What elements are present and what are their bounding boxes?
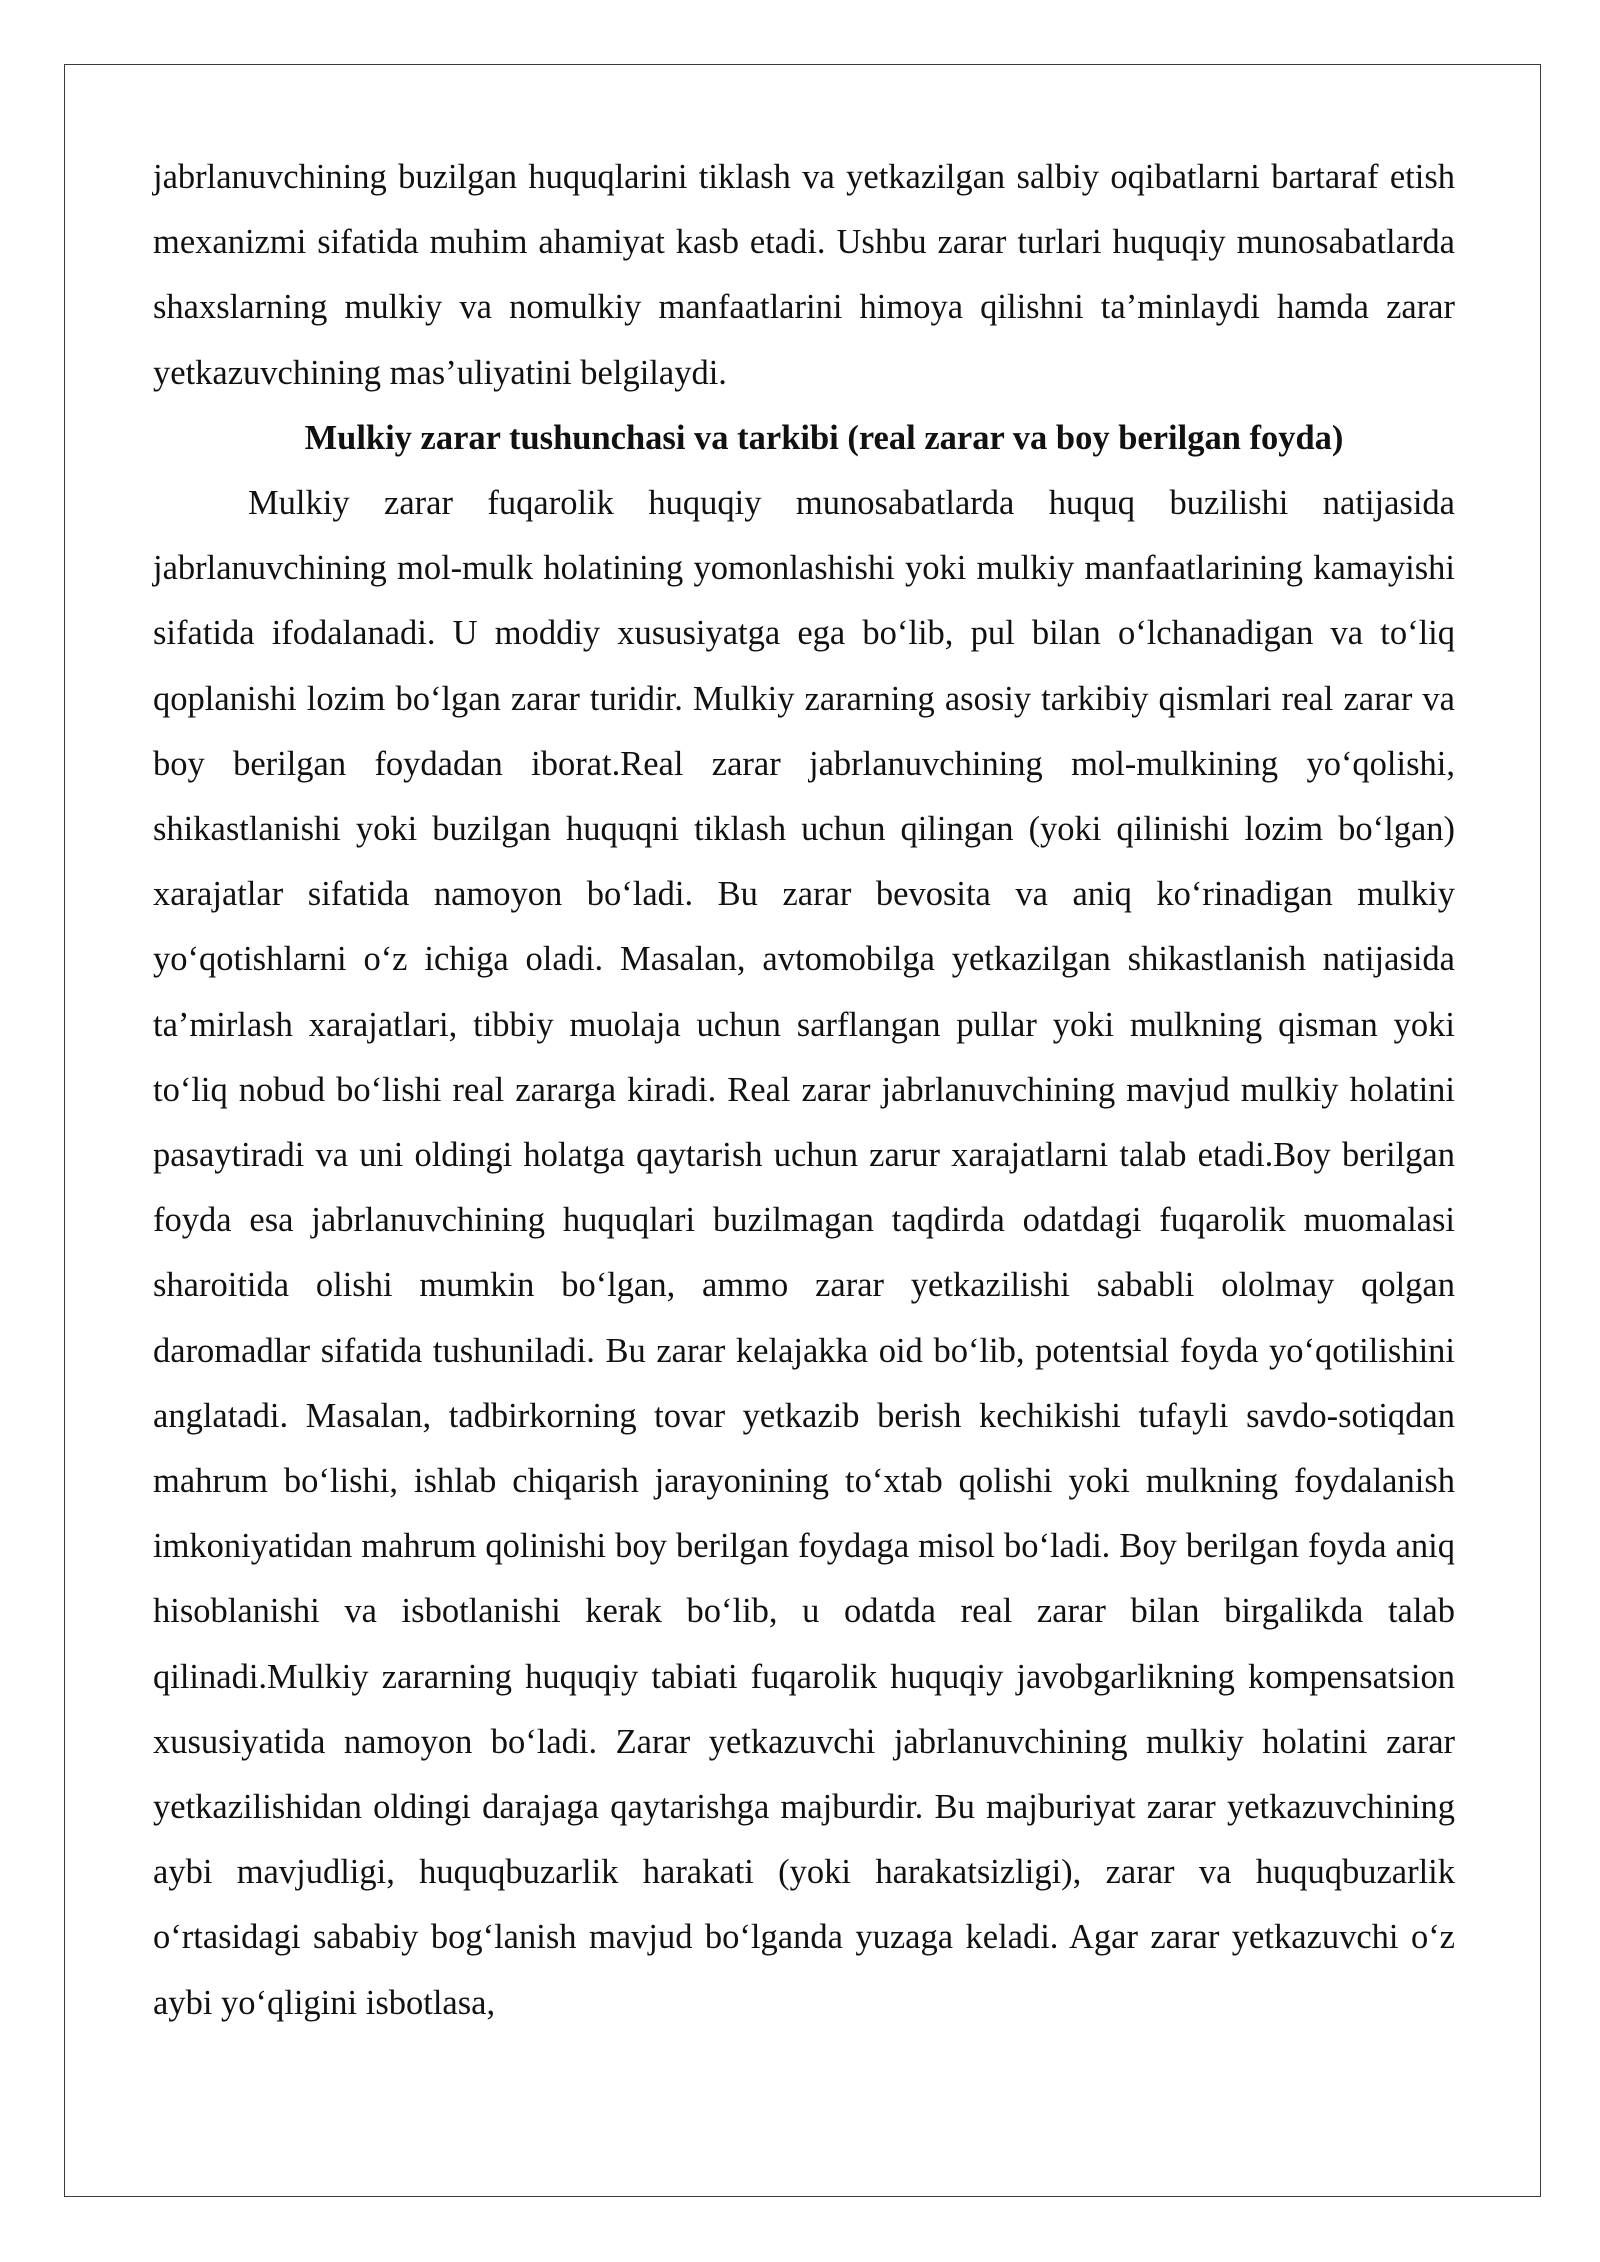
document-body: [153, 145, 1455, 2036]
section-heading: Mulkiy zarar tushunchasi va tarkibi (real zarar va boy berilgan foyda): [304, 418, 1344, 457]
main-paragraph: Mulkiy zarar fuqarolik huquqiy munosabatlarda huquq buzilishi natijasida jabrlanuvchining mol-mulk holatining yomonlashishi yoki mulkiy manfaatlarining kamayishi sifatida ifodalanadi. U moddiy xususiyatga ega bo‘lib, pul bilan o‘lchanadigan va to‘liq qoplanishi lozim bo‘lgan zarar turidir. Mulkiy zararning asosiy tarkibiy qismlari real zarar va boy berilgan foydadan iborat.Real zarar jabrlanuvchining mol-mulkining yo‘qolishi, shikastlanishi yoki buzilgan huquqni tiklash uchun qilingan (yoki qilinishi lozim bo‘lgan) xarajatlar sifatida namoyon bo‘ladi. Bu zarar bevosita va aniq ko‘rinadigan mulkiy yo‘qotishlarni o‘z ichiga oladi. Masalan, avtomobilga yetkazilgan shikastlanish natijasida ta’mirlash xarajatlari, tibbiy muolaja uchun sarflangan pullar yoki mulkning qisman yoki to‘liq nobud bo‘lishi real zararga kiradi. Real zarar jabrlanuvchining mavjud mulkiy holatini pasaytiradi va uni oldingi holatga qaytarish uchun zarur xarajatlarni talab etadi.Boy berilgan foyda esa jabrlanuvchining huquqlari buzilmagan taqdirda odatdagi fuqarolik muomalasi sharoitida olishi mumkin bo‘lgan, ammo zarar yetkazilishi sababli ololmay qolgan daromadlar sifatida tushuniladi. Bu zarar kelajakka oid bo‘lib, potentsial foyda yo‘qotilishini anglatadi. Masalan, tadbirkorning tovar yetkazib berish kechikishi tufayli savdo-sotiqdan mahrum bo‘lishi, ishlab chiqarish jarayonining to‘xtab qolishi yoki mulkning foydalanish imkoniyatidan mahrum qolinishi boy berilgan foydaga misol bo‘ladi. Boy berilgan foyda aniq hisoblanishi va isbotlanishi kerak bo‘lib, u odatda real zarar bilan birgalikda talab qilinadi.Mulkiy zararning huquqiy tabiati fuqarolik huquqiy javobgarlikning kompensatsion xususiyatida namoyon bo‘ladi. Zarar yetkazuvchi jabrlanuvchining mulkiy holatini zarar yetkazilishidan oldingi darajaga qaytarishga majburdir. Bu majburiyat zarar yetkazuvchining aybi mavjudligi, huquqbuzarlik harakati (yoki harakatsizligi), zarar va huquqbuzarlik o‘rtasidagi sababiy bog‘lanish mavjud bo‘lganda yuzaga keladi. Agar zarar yetkazuvchi o‘z aybi yo‘qligini isbotlasa,: [153, 484, 1455, 2022]
intro-paragraph: jabrlanuvchining buzilgan huquqlarini tiklash va yetkazilgan salbiy oqibatlarni bartaraf etish mexanizmi sifatida muhim ahamiyat kasb etadi. Ushbu zarar turlari huquqiy munosabatlarda shaxslarning mulkiy va nomulkiy manfaatlarini himoya qilishni ta’minlaydi hamda zarar yetkazuvchining mas’uliyatini belgilaydi.: [153, 158, 1455, 392]
